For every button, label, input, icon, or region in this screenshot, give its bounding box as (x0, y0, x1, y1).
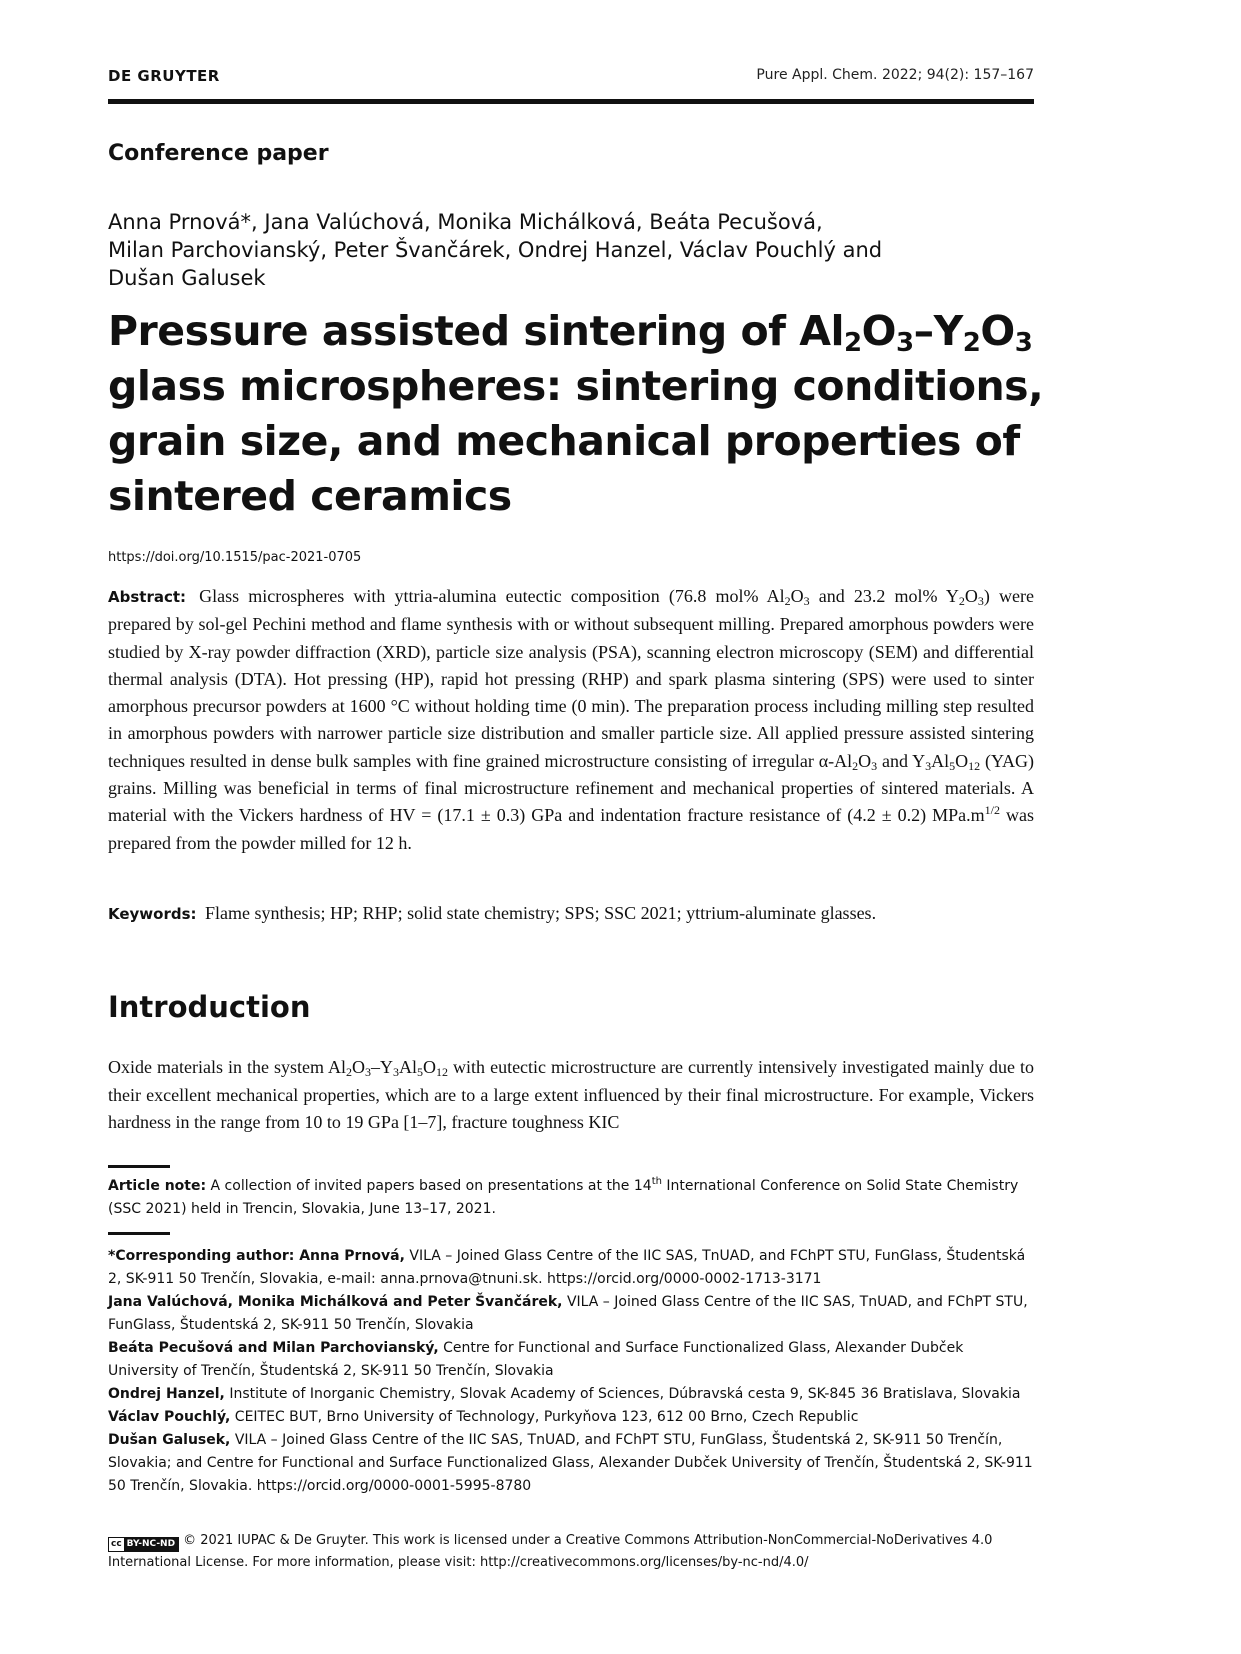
abstract-text: O (955, 750, 969, 771)
affiliation-text: CEITEC BUT, Brno University of Technology, Purkyňova 123, 612 00 Brno, Czech Republic (234, 1409, 859, 1425)
article-note-label: Article note: (108, 1178, 207, 1194)
intro-text: –Y (371, 1057, 394, 1077)
header-rule (108, 99, 1034, 104)
affiliation-name: *Corresponding author: Anna Prnová, (108, 1248, 405, 1264)
author-line: Dušan Galusek (108, 266, 266, 290)
title-subscript: 3 (896, 328, 914, 358)
affiliations (108, 1245, 1038, 1498)
title-subscript: 2 (844, 328, 862, 358)
paper-title (108, 304, 1048, 524)
article-note-text: A collection of invited papers based on presentations at the 14 (210, 1178, 652, 1194)
author-line: Milan Parchovianský, Peter Švančárek, Ondrej Hanzel, Václav Pouchlý and (108, 238, 883, 262)
footnote-rule (108, 1165, 170, 1168)
subscript: 3 (925, 758, 932, 773)
abstract-text: Al (931, 750, 950, 771)
affiliation-entry (108, 1406, 1038, 1429)
affiliation-entry (108, 1337, 1038, 1383)
affiliation-entry (108, 1429, 1038, 1498)
intro-text: O (423, 1057, 437, 1077)
subscript: 3 (393, 1065, 400, 1079)
abstract-text: O (790, 586, 804, 606)
subscript: 2 (852, 758, 859, 773)
section-heading-introduction: Introduction (108, 990, 311, 1024)
subscript: 3 (365, 1065, 372, 1079)
subscript: 2 (958, 594, 965, 608)
abstract-text: (YAG) grains. Milling was beneficial in terms of final microstructure refinement and mechanical properties of sintered materials. A material with the Vickers hardness of HV = (17.1 ± 0.3) GPa and indentation fracture resistance of (4.2 ± 0.2) MPa.m (108, 750, 1034, 826)
subscript: 3 (977, 594, 984, 608)
title-text: O (980, 307, 1015, 355)
subscript: 5 (417, 1065, 424, 1079)
abstract (108, 583, 1034, 857)
abstract-text: was prepared from the powder milled for 12 h. (108, 805, 1035, 853)
intro-text: O (352, 1057, 366, 1077)
affiliation-name: Dušan Galusek, (108, 1432, 231, 1448)
title-text: –Y (913, 307, 963, 355)
abstract-text: ) were prepared by sol-gel Pechini method and flame synthesis with or without subsequent milling. Prepared amorphous powders were studied by X-ray powder diffraction (XRD), particle size analysis (PSA), scanning electron microscopy (SEM) and differential thermal analysis (DTA). Hot pressing (HP), rapid hot pressing (RHP) and spark plasma sintering (SPS) were used to sinter amorphous precursor powders at 1600 °C without holding time (0 min). The preparation process including milling step resulted in amorphous powders with narrower particle size distribution and smaller particle size. All applied pressure assisted sintering techniques resulted in dense bulk samples with fine grained microstructure consisting of irregular α-Al (108, 586, 1034, 771)
affiliation-text: VILA – Joined Glass Centre of the IIC SAS, TnUAD, and FChPT STU, FunGlass, Študentská 2, SK-911 50 Trenčín, Slovakia (108, 1294, 1028, 1333)
title-text: O (861, 307, 896, 355)
affiliation-text: Centre for Functional and Surface Functionalized Glass, Alexander Dubček University of Trenčín, Študentská 2, SK-911 50 Trenčín, Slovakia (108, 1340, 964, 1379)
subscript: 3 (871, 758, 878, 773)
intro-text: with eutectic microstructure are currently intensively investigated mainly due to their excellent mechanical properties, which are to a large extent influenced by their final microstructure. For example, Vickers hardness in the range from 10 to 19 GPa [1–7], fracture toughness KIC (108, 1057, 1035, 1132)
license-text: © 2021 IUPAC & De Gruyter. This work is licensed under a Creative Commons Attribution-NonCommercial-NoDerivatives 4.0 International License. For more information, please visit: http://creativecommons.org/licenses/by-nc-nd/4.0/ (108, 1533, 993, 1570)
affiliation-name: Václav Pouchlý, (108, 1409, 231, 1425)
title-text: Pressure assisted sintering of Al (108, 307, 845, 355)
author-line: Anna Prnová*, Jana Valúchová, Monika Michálková, Beáta Pecušová, (108, 210, 823, 234)
keywords (108, 900, 1034, 927)
abstract-text: and Y (877, 750, 926, 771)
cc-icon: cc (111, 1539, 122, 1549)
abstract-label: Abstract: (108, 588, 187, 606)
journal-citation: Pure Appl. Chem. 2022; 94(2): 157–167 (756, 67, 1034, 83)
abstract-text: and 23.2 mol% Y (809, 586, 959, 606)
affiliation-name: Ondrej Hanzel, (108, 1386, 225, 1402)
affiliation-name: Jana Valúchová, Monika Michálková and Peter Švančárek, (108, 1294, 563, 1310)
subscript: 12 (968, 758, 981, 773)
footnote-rule (108, 1232, 170, 1235)
title-subscript: 2 (962, 328, 981, 358)
article-type: Conference paper (108, 141, 329, 166)
cc-badge-text: BY-NC-ND (124, 1538, 178, 1551)
affiliation-name: Beáta Pecušová and Milan Parchovianský, (108, 1340, 439, 1356)
subscript: 2 (784, 594, 791, 608)
publisher-name: DE GRUYTER (108, 67, 220, 85)
affiliation-text: VILA – Joined Glass Centre of the IIC SAS, TnUAD, and FChPT STU, FunGlass, Študentská 2, SK-911 50 Trenčín, Slovakia, e-mail: anna.prnova@tnuni.sk. https://orcid.org/0000-0002-1713-3171 (108, 1248, 1026, 1287)
keywords-label: Keywords: (108, 905, 197, 923)
affiliation-text: Institute of Inorganic Chemistry, Slovak Academy of Sciences, Dúbravská cesta 9, SK-845 36 Bratislava, Slovakia (229, 1386, 1021, 1402)
subscript: 5 (949, 758, 956, 773)
superscript: th (651, 1176, 662, 1187)
license-notice (108, 1530, 1038, 1573)
title-line (108, 304, 1048, 359)
title-line: sintered ceramics (108, 472, 512, 520)
cc-license-badge[interactable] (108, 1537, 179, 1552)
subscript: 2 (346, 1065, 353, 1079)
article-note-text: International Conference on Solid State Chemistry (SSC 2021) held in Trencin, Slovakia, June 13–17, 2021. (108, 1178, 1019, 1217)
title-subscript: 3 (1014, 328, 1033, 358)
affiliation-entry (108, 1291, 1038, 1337)
subscript: 3 (803, 594, 810, 608)
affiliation-text: VILA – Joined Glass Centre of the IIC SAS, TnUAD, and FChPT STU, FunGlass, Študentská 2, SK-911 50 Trenčín, Slovakia; and Centre for Functional and Surface Functionalized Glass, Alexander Dubček University of Trenčín, Študentská 2, SK-911 50 Trenčín, Slovakia. https://orcid.org/0000-0001-5995-8780 (108, 1432, 1033, 1494)
title-line: grain size, and mechanical properties of (108, 417, 1020, 465)
subscript: 12 (436, 1065, 449, 1079)
superscript: 1/2 (984, 803, 1000, 818)
affiliation-entry (108, 1245, 1038, 1291)
abstract-text: O (858, 750, 872, 771)
article-note (108, 1175, 1038, 1221)
keywords-text: Flame synthesis; HP; RHP; solid state chemistry; SPS; SSC 2021; yttrium-aluminate glasses. (205, 903, 877, 923)
introduction-paragraph (108, 1054, 1034, 1137)
title-line: glass microspheres: sintering conditions, (108, 362, 1044, 410)
intro-text: Oxide materials in the system Al (108, 1057, 347, 1077)
intro-text: Al (399, 1057, 418, 1077)
abstract-text: Glass microspheres with yttria-alumina eutectic composition (76.8 mol% Al (199, 586, 785, 606)
doi-link[interactable]: https://doi.org/10.1515/pac-2021-0705 (108, 550, 362, 565)
abstract-text: O (964, 586, 978, 606)
affiliation-entry (108, 1383, 1038, 1406)
author-list (108, 208, 1008, 292)
